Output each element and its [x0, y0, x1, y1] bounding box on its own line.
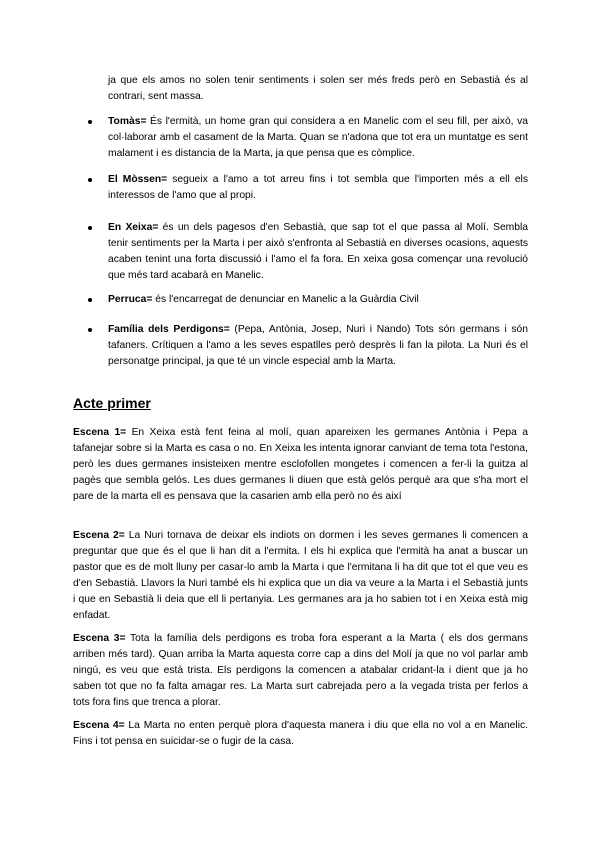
- character-item-tomas: [88, 114, 528, 162]
- scene-text: Tota la família dels perdigons es troba fora esperant a la Marta ( els dos germans arriben més tard). Quan arriba la Marta aquesta corre cap a dins del Molí ja que no vol parlar amb ningú, es veu que està trista. Els perdigons la comencen a atabalar cridant-la i dient que ja ho saben tot que no fa falta amagar res. La Marta surt cabrejada pero a la vegada trista per ferlos a tots fora fins que trenca a plorar.: [73, 633, 528, 708]
- scene-label: Escena 2=: [73, 530, 125, 541]
- character-description: (Pepa, Antònia, Josep, Nuri i Nando) Tots són germans i són tafaners. Crítiquen a l'amo a les seves espatlles però desprès li fan la pilota. La Nuri és el personatge principal, ja que té un vincle especial amb la Marta.: [108, 324, 528, 367]
- character-item-perdigons: [88, 322, 528, 370]
- character-separator: =: [223, 324, 230, 335]
- scene-1: [73, 425, 528, 505]
- character-separator: =: [161, 174, 168, 185]
- character-separator: =: [146, 294, 153, 305]
- scene-label: Escena 1=: [73, 427, 127, 438]
- scene-2: [73, 528, 528, 624]
- scene-3: [73, 631, 528, 711]
- scene-text: En Xeixa està fent feina al molí, quan apareixen les germanes Antònia i Pepa a tafanejar sobre si la Marta es casa o no. En Xeixa les intenta ignorar canviant de tema tota l'estona, però les dues germanes insisteixen mentre esclofollen mongetes i comencen a fer-li la guitza al pagès que sembla gelós. Les dues germanes li diuen que està gelós perquè ara que s'ha mort el pare de la marta ell es pensava que la casarien amb ella però no és així: [73, 427, 528, 502]
- character-separator: =: [152, 222, 159, 233]
- scene-text: La Nuri tornava de deixar els indiots on dormen i les seves germanes li comencen a preguntar que que és el que li han dit a l'ermita. I els hi explica que l'ermità ha anat a buscar un pastor que es de molt lluny per casar-lo amb la Marta i que l'ermitana li ha dit que tot el que veu es d'en Sebastià. Llavors la Nuri també els hi explica que un dia va veure a la Marta i el Sebastià junts i que en Sebastià li deia que ell li pertanyia. Les germanes ara ja ho sabien tot i en Xeixa està mig enfadat.: [73, 530, 528, 621]
- character-description: És l'ermità, un home gran qui considera a en Manelic com el seu fill, per això, va col·laborar amb el casament de la Marta. Quan se n'adona que tot era un muntatge es sent malament i es distancia de la Marta, ja que pensa que es còmplice.: [108, 116, 528, 159]
- bullet-icon: [88, 226, 92, 230]
- character-item-perruca: [88, 292, 528, 308]
- character-description: és l'encarregat de denunciar en Manelic a la Guàrdia Civil: [152, 294, 419, 305]
- character-description: segueix a l'amo a tot arreu fins i tot sembla que l'importen més a ell els interessos de l'amo que al propi.: [108, 174, 528, 201]
- character-item-xeixa: [88, 220, 528, 284]
- bullet-icon: [88, 298, 92, 302]
- character-item-mossen: [88, 172, 528, 204]
- act-heading: Acte primer: [73, 395, 151, 411]
- bullet-icon: [88, 328, 92, 332]
- character-name: Tomàs: [108, 116, 141, 127]
- character-separator: =: [140, 116, 147, 127]
- intro-continuation: ja que els amos no solen tenir sentiments i solen ser més freds però en Sebastià és al contrari, sent massa.: [108, 75, 528, 102]
- scene-label: Escena 3=: [73, 633, 126, 644]
- scene-4: [73, 718, 528, 750]
- character-name: Perruca: [108, 294, 147, 305]
- character-name: En Xeixa: [108, 222, 153, 233]
- character-name: El Mòssen: [108, 174, 162, 185]
- character-description: és un dels pagesos d'en Sebastià, que sap tot el que passa al Molí. Sembla tenir sentiments per la Marta i per això s'enfronta al Sebastià en diverses ocasions, aquests acaben tenint una forta discussió i l'amo el fa fora. En xeixa gosa començar una revolució que més tard acabarà en Manelic.: [108, 222, 528, 281]
- bullet-icon: [88, 120, 92, 124]
- scene-label: Escena 4=: [73, 720, 125, 731]
- bullet-icon: [88, 178, 92, 182]
- scene-text: La Marta no enten perquè plora d'aquesta manera i diu que ella no vol a en Manelic. Fins i tot pensa en suicidar-se o fugir de la casa.: [73, 720, 528, 747]
- character-name: Família dels Perdigons: [108, 324, 224, 335]
